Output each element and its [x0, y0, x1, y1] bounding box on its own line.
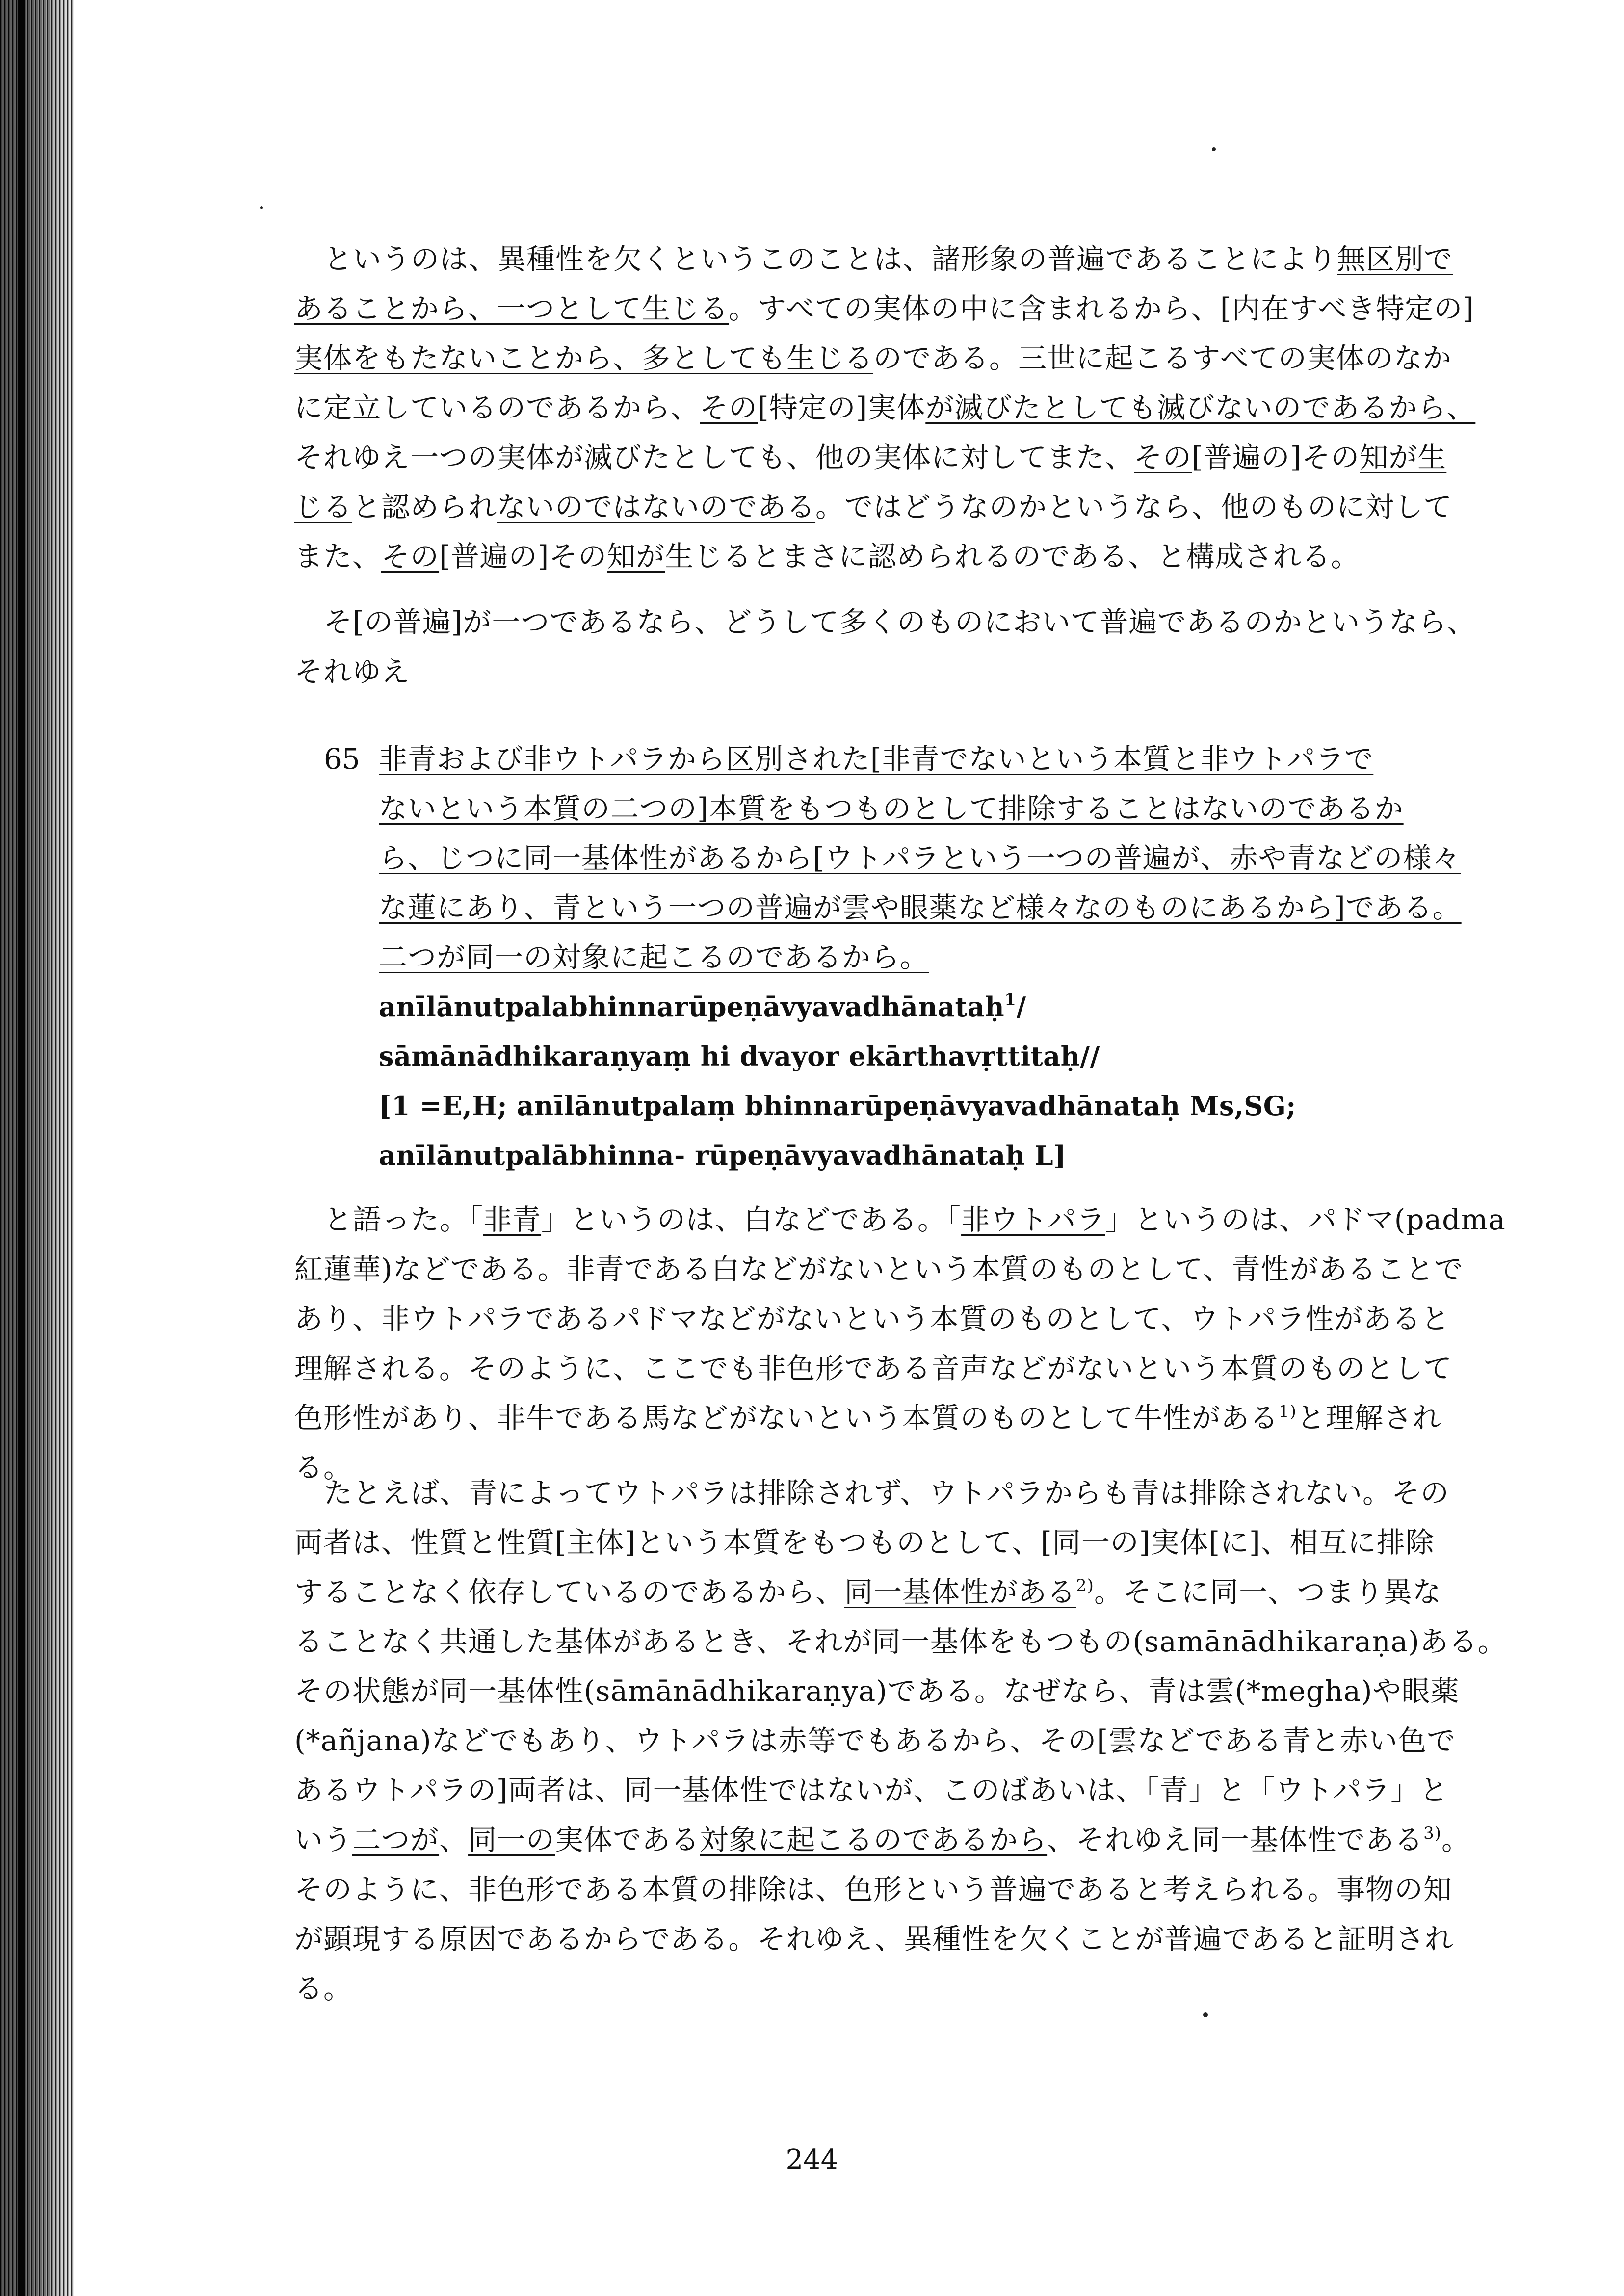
- footnote-ref: 3): [1423, 1824, 1442, 1843]
- text-line: することなく依存しているのであるから、同一基体性がある$^{2)}$。そこに同一、つまり異な: [294, 1575, 1441, 1609]
- verse-line: ら、じつに同一基体性があるから[ウトパラという一つの普遍が、赤や青などの様々: [379, 841, 1461, 875]
- text-line: 紅蓮華)などである。非青である白などがないという本質のものとして、青性があることで: [294, 1252, 1464, 1286]
- scan-speck: [260, 206, 263, 209]
- text-line: が顕現する原因であるからである。それゆえ、異種性を欠くことが普遍であると証明され: [294, 1922, 1454, 1956]
- page-number: 244: [786, 2144, 838, 2176]
- text-line: そ[の普遍]が一つであるなら、どうして多くのものにおいて普遍であるのかというなら、: [324, 605, 1476, 639]
- sanskrit-variant-note: anīlānutpalābhinna- rūpeṇāvyavadhānataḥ L]: [379, 1140, 1067, 1171]
- text-line: そのように、非色形である本質の排除は、色形という普遍であると考えられる。事物の知: [294, 1873, 1453, 1906]
- text-line: 両者は、性質と性質[主体]という本質をもつものとして、[同一の]実体[に]、相互に排除: [294, 1526, 1435, 1559]
- text-line: いう二つが、同一の実体である対象に起こるのであるから、それゆえ同一基体性である$^{3)}$。: [294, 1823, 1471, 1856]
- footnote-ref: 2): [1076, 1576, 1094, 1595]
- text-line: ることなく共通した基体があるとき、それが同一基体をもつもの(samānādhikaraṇa)ある。: [294, 1625, 1507, 1658]
- text-line: あり、非ウトパラであるパドマなどがないという本質のものとして、ウトパラ性があると: [294, 1302, 1450, 1335]
- verse-line: な蓮にあり、青という一つの普遍が雲や眼薬など様々なのものにあるから]である。: [379, 891, 1462, 924]
- scan-binding-edge: [0, 0, 74, 2296]
- text-line: それゆえ一つの実体が滅びたとしても、他の実体に対してまた、その[普遍の]その知が生: [294, 441, 1447, 474]
- scan-speck: [1212, 147, 1216, 151]
- text-line: 色形性があり、非牛である馬などがないという本質のものとして牛性がある$^{1)}$と理解され: [294, 1401, 1441, 1435]
- verse-line: ないという本質の二つの]本質をもつものとして排除することはないのであるか: [379, 792, 1404, 825]
- text-line: それゆえ: [294, 655, 411, 688]
- text-line: (*añjana)などでもあり、ウトパラは赤等でもあるから、その[雲などである青と赤い色で: [294, 1724, 1456, 1757]
- sanskrit-variant-note: [1 =E,H; anīlānutpalaṃ bhinnarūpeṇāvyavadhānataḥ Ms,SG;: [379, 1090, 1296, 1122]
- verse-line: 二つが同一の対象に起こるのであるから。: [379, 940, 929, 974]
- sanskrit-verse: [379, 982, 1448, 1180]
- verse-translation: [379, 734, 1462, 1180]
- text-line: 実体をもたないことから、多としても生じるのである。三世に起こるすべての実体のなか: [294, 341, 1452, 375]
- text-line: たとえば、青によってウトパラは排除されず、ウトパラからも青は排除されない。その: [324, 1476, 1450, 1510]
- footnote-ref: 1): [1279, 1402, 1297, 1421]
- text-line: あるウトパラの]両者は、同一基体性ではないが、このばあいは、「青」と「ウトパラ」と: [294, 1774, 1449, 1807]
- text-line: あることから、一つとして生じる。すべての実体の中に含まれるから、[内在すべき特定の]: [294, 292, 1474, 325]
- paragraph-2: [294, 598, 1476, 697]
- text-line: に定立しているのであるから、その[特定の]実体が滅びたとしても滅びないのであるから、: [294, 391, 1476, 424]
- text-line: また、その[普遍の]その知が生じるとまさに認められるのである、と構成される。: [294, 540, 1360, 573]
- sanskrit-line: anīlānutpalabhinnarūpeṇāvyavadhānataḥ$^1$/: [379, 990, 1026, 1022]
- text-line: じると認められないのではないのである。ではどうなのかというなら、他のものに対して: [294, 490, 1453, 523]
- text-line: る。: [294, 1451, 353, 1484]
- text-line: 理解される。そのように、ここでも非色形である音声などがないという本質のものとして: [294, 1352, 1453, 1385]
- verse-number: 65: [324, 742, 360, 776]
- text-line: その状態が同一基体性(sāmānādhikaraṇya)である。なぜなら、青は雲(*megha)や眼薬: [294, 1674, 1460, 1708]
- text-line: というのは、異種性を欠くというこのことは、諸形象の普遍であることにより無区別で: [324, 242, 1453, 276]
- text-line: る。: [294, 1972, 353, 2005]
- paragraph-4: [294, 1468, 1507, 2013]
- text-line: と語った。「非青」というのは、白などである。「非ウトパラ」というのは、パドマ(padma: [324, 1203, 1506, 1236]
- verse-line: 非青および非ウトパラから区別された[非青でないという本質と非ウトパラで: [379, 742, 1374, 776]
- paragraph-3: [294, 1195, 1506, 1492]
- sanskrit-line: sāmānādhikaraṇyaṃ hi dvayor ekārthavṛttitaḥ//: [379, 1041, 1100, 1072]
- paragraph-1: [294, 235, 1476, 581]
